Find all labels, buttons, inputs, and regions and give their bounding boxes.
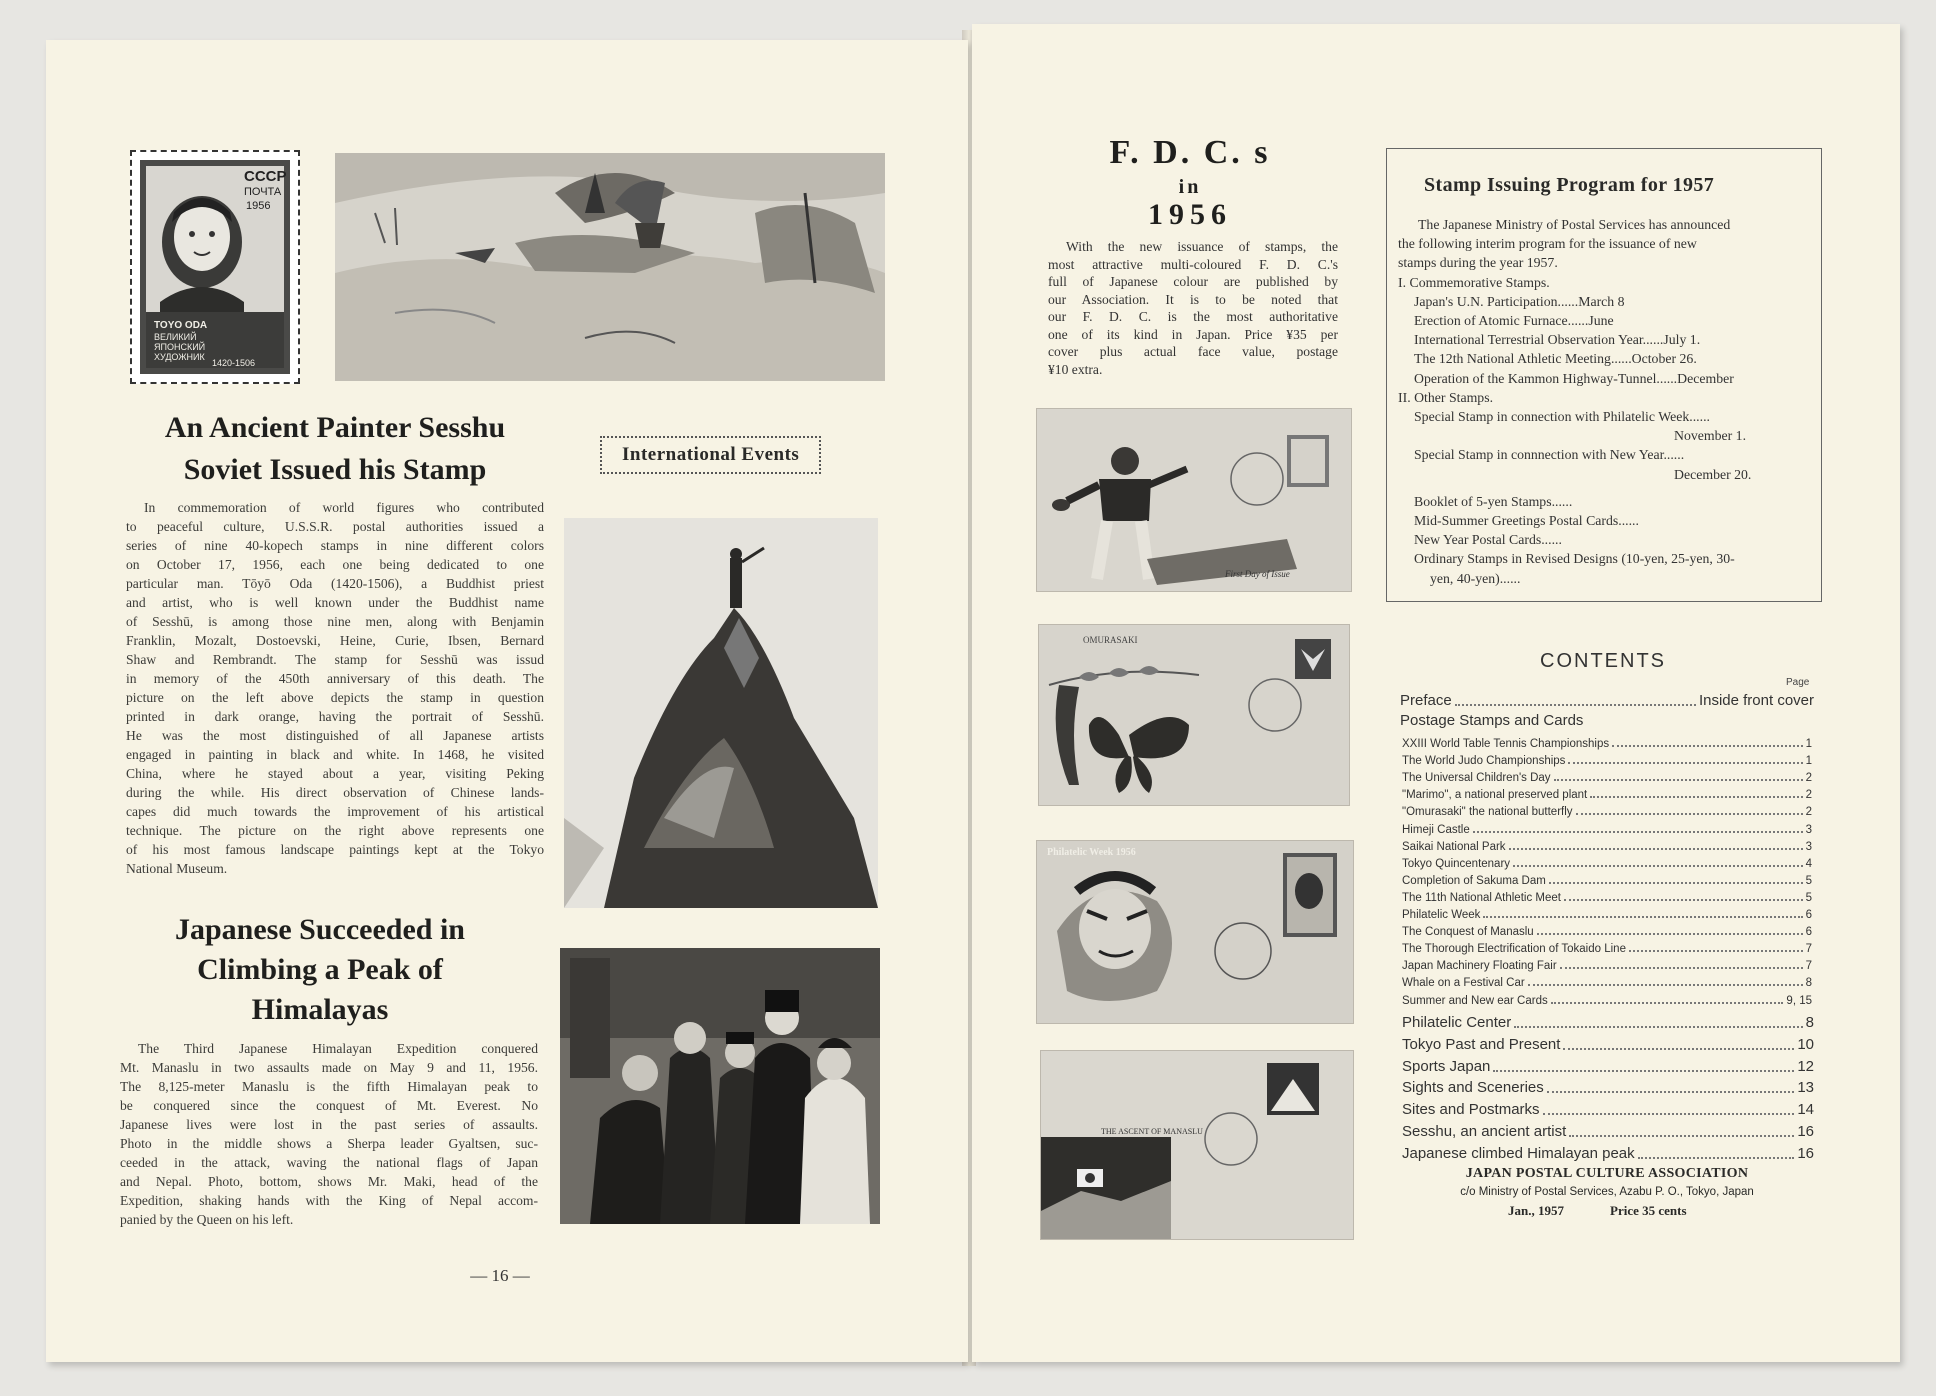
toc-entry-page: 5	[1805, 874, 1812, 887]
footer-address: c/o Ministry of Postal Services, Azabu P. O., Tokyo, Japan	[1460, 1186, 1754, 1198]
toc-entry-page: 7	[1805, 943, 1812, 956]
body-line: Franklin, Mozalt, Dostoevski, Heine, Curie, Ibsen, Bernard	[126, 633, 544, 648]
toc-entry-major	[1402, 1143, 1814, 1164]
fdc-cover-manaslu	[1040, 1050, 1354, 1240]
program-line: November 1.	[1674, 428, 1747, 444]
body-line: and artist, who is well known under the Buddhist name	[126, 595, 544, 610]
toc-entry-major	[1402, 1034, 1814, 1055]
article1-title-line1: An Ancient Painter Sesshu	[164, 411, 506, 444]
toc-entry-title: Completion of Sakuma Dam	[1402, 874, 1546, 887]
toc-entry-title: Sites and Postmarks	[1402, 1101, 1540, 1119]
toc-entry-page: 8	[1805, 977, 1812, 990]
body-line: China, where he stayed about a year, visiting Peking	[126, 766, 544, 781]
toc-entry-title: Saikai National Park	[1402, 840, 1506, 853]
toc-entry-major	[1402, 1099, 1814, 1120]
body-line: printed in dark orange, having the portrait of Sesshū.	[126, 709, 544, 724]
stamp-caption-3: ЯПОНСКИЙ	[154, 342, 206, 352]
toc-entry	[1402, 975, 1812, 991]
toc-entry-title: Summer and New ear Cards	[1402, 994, 1548, 1007]
toc-entry	[1402, 804, 1812, 820]
toc-entry	[1402, 787, 1812, 803]
body-line: Mt. Manaslu in two assaults made on May 9 and 11, 1956.	[120, 1060, 538, 1075]
toc-entry	[1402, 993, 1812, 1009]
toc-entry-major	[1402, 1012, 1814, 1033]
toc-entry-page: 8	[1805, 1014, 1814, 1031]
toc-entry	[1402, 958, 1812, 974]
toc-entry-major	[1402, 1077, 1814, 1098]
toc-entry	[1402, 890, 1812, 906]
fdc-title-line1: F. D. C. s	[1109, 134, 1271, 171]
program-line: The 12th National Athletic Meeting......October 26.	[1414, 351, 1697, 367]
toc-entry	[1402, 873, 1812, 889]
toc-entry-title: Japanese climbed Himalayan peak	[1402, 1144, 1635, 1162]
body-line: particular man. Tōyō Oda (1420-1506), a Buddhist priest	[126, 576, 544, 591]
program-line: Ordinary Stamps in Revised Designs (10-yen, 25-yen, 30-	[1414, 551, 1735, 567]
toc-entry-page: 9, 15	[1786, 994, 1812, 1007]
program-line: International Terrestrial Observation Year......July 1.	[1414, 332, 1701, 348]
program-line: December 20.	[1674, 466, 1752, 482]
program-line: Special Stamp in connnection with New Year......	[1414, 447, 1685, 463]
toc-entry-title: XXIII World Table Tennis Championships	[1402, 738, 1610, 750]
stamp-caption-5: 1420-1506	[212, 358, 256, 368]
program-line: Special Stamp in connection with Philatelic Week......	[1414, 409, 1710, 424]
toc-entry-title: Himeji Castle	[1402, 823, 1470, 836]
stamp-caption-2: ВЕЛИКИЙ	[154, 332, 197, 342]
program-line: Booklet of 5-yen Stamps......	[1414, 493, 1573, 509]
body-line: Shaw and Rembrandt. The stamp for Sesshū was issud	[126, 652, 544, 667]
program-line: Mid-Summer Greetings Postal Cards......	[1414, 513, 1639, 528]
body-line: He was the most distinguished of all Japanese artists	[126, 728, 544, 743]
toc-preface-page: Inside front cover	[1698, 692, 1814, 709]
body-line: Japanese lives were lost in the past series of assaults.	[120, 1117, 538, 1132]
program-title: Stamp Issuing Program for 1957	[1424, 174, 1715, 196]
program-line: I. Commemorative Stamps.	[1398, 274, 1550, 290]
toc-entry-page: 3	[1805, 823, 1812, 836]
body-line: capes did much towards the improvement of his artistical	[126, 804, 544, 819]
fdc-cover-caption-1: First Day of Issue	[1225, 569, 1290, 579]
toc-entry-title: Sights and Sceneries	[1402, 1079, 1544, 1097]
toc-entry	[1402, 856, 1812, 872]
toc-entry-page: 13	[1797, 1079, 1814, 1097]
fdc-cover-caption-4: THE ASCENT OF MANASLU	[1101, 1127, 1203, 1136]
fdc-cover-table-tennis	[1036, 408, 1352, 592]
body-line: our F. D. C. is the most authoritative	[1048, 309, 1338, 324]
toc-entry	[1402, 770, 1812, 786]
article1-title-line2: Soviet Issued his Stamp	[183, 453, 487, 486]
article2-title-line2: Climbing a Peak of	[197, 953, 443, 986]
body-line: Photo in the middle shows a Sherpa leader Gyaltsen, suc-	[120, 1136, 538, 1151]
fdc-cover-butterfly	[1038, 624, 1350, 806]
stamp-caption-4: ХУДОЖНИК	[154, 352, 205, 362]
body-line: of Sesshū, is among those nine men, along with Benjamin	[126, 614, 544, 629]
toc-entry-page: 16	[1797, 1144, 1814, 1162]
program-line: yen, 40-yen)......	[1430, 570, 1521, 586]
toc-entry	[1402, 924, 1812, 940]
ussr-sesshu-stamp	[130, 150, 300, 384]
body-line: National Museum.	[126, 861, 228, 876]
stamp-year: 1956	[246, 200, 271, 212]
fdc-cover-philatelic-week	[1036, 840, 1354, 1024]
body-line: technique. The picture on the right above represents one	[126, 823, 544, 838]
body-line: cover plus actual face value, postage	[1048, 344, 1338, 359]
toc-entry-page: 12	[1797, 1057, 1814, 1075]
body-line: of his most famous landscape paintings kept at the Tokyo	[126, 842, 544, 857]
program-line: the following interim program for the issuance of new	[1398, 236, 1697, 252]
toc-entry-major	[1402, 1121, 1814, 1142]
article2-title-line1: Japanese Succeeded in	[174, 913, 465, 946]
body-line: ceeded in the attack, waving the national flags of Japan	[120, 1155, 538, 1170]
body-line: on October 17, 1956, each one being dedicated to one	[126, 557, 544, 572]
toc-entry-page: 1	[1805, 738, 1812, 750]
body-line: and Nepal. Photo, bottom, shows Mr. Maki, head of the	[120, 1174, 538, 1189]
toc-entry-title: The Thorough Electrification of Tokaido Line	[1402, 943, 1626, 956]
body-line: in memory of the 450th anniversary of this death. The	[126, 671, 544, 686]
program-line: stamps during the year 1957.	[1398, 255, 1558, 271]
stamp-post: ПОЧТА	[244, 186, 282, 198]
footer-org: JAPAN POSTAL CULTURE ASSOCIATION	[1465, 1166, 1749, 1181]
toc-entry-title: The World Judo Championships	[1402, 755, 1566, 768]
body-line: picture on the left above depicts the stamp in question	[126, 690, 544, 705]
toc-entry-page: 4	[1805, 857, 1812, 870]
body-line: engaged in painting in black and white. In 1468, he visited	[126, 747, 544, 762]
body-line: The Third Japanese Himalayan Expedition conquered	[138, 1041, 538, 1056]
toc-entry-title: Japan Machinery Floating Fair	[1402, 960, 1557, 973]
program-line: New Year Postal Cards......	[1414, 532, 1562, 548]
toc-entry	[1402, 941, 1812, 957]
toc-entry-page: 16	[1797, 1123, 1814, 1140]
program-line: Japan's U.N. Participation......March 8	[1414, 293, 1625, 309]
toc-entry-page: 2	[1805, 806, 1812, 819]
toc-entry	[1402, 822, 1812, 838]
toc-entry-title: "Marimo", a national preserved plant	[1402, 789, 1588, 802]
body-line: be conquered since the conquest of Mt. Everest. No	[120, 1098, 538, 1113]
toc-entry	[1402, 753, 1812, 769]
fdc-body	[1048, 238, 1338, 378]
body-line: panied by the Queen on his left.	[120, 1212, 294, 1227]
toc-entry-title: Sesshu, an ancient artist	[1402, 1123, 1567, 1140]
body-line: Expedition, shaking hands with the King of Nepal accom-	[120, 1193, 538, 1208]
page-number: — 16 —	[470, 1266, 530, 1285]
toc-entry-major	[1402, 1056, 1814, 1077]
toc-entry-title: Philatelic Week	[1402, 909, 1481, 921]
body-line: series of nine 40-kopech stamps in nine different colors	[126, 538, 544, 553]
program-line: Erection of Atomic Furnace......June	[1414, 313, 1614, 328]
toc-entry-page: 14	[1797, 1101, 1814, 1119]
article2-body	[120, 1039, 538, 1229]
toc-entry-title: The Universal Children's Day	[1402, 772, 1551, 785]
toc-entry-title: Sports Japan	[1402, 1057, 1491, 1075]
body-line: In commemoration of world figures who contributed	[144, 500, 544, 515]
article1-body	[126, 498, 544, 878]
toc-entry-page: 6	[1805, 926, 1812, 939]
body-line: With the new issuance of stamps, the	[1066, 239, 1338, 254]
fdc-cover-caption-3: Philatelic Week 1956	[1047, 847, 1136, 858]
body-line: to peaceful culture, U.S.S.R. postal authorities issued a	[126, 519, 544, 534]
toc-entry	[1402, 839, 1812, 855]
sesshu-landscape-painting	[335, 153, 885, 381]
body-line: our Association. It is to be noted that	[1048, 291, 1338, 307]
section-label-international-events: International Events	[600, 436, 821, 474]
body-line: most attractive multi-coloured F. D. C.'s	[1048, 256, 1338, 272]
program-line: Operation of the Kammon Highway-Tunnel......December	[1414, 370, 1734, 386]
king-of-nepal-photo	[560, 948, 880, 1224]
toc-entry-page: 1	[1805, 755, 1812, 768]
body-line: during the while. His direct observation of Chinese lands-	[126, 785, 544, 800]
toc-entry-title: Tokyo Past and Present	[1402, 1035, 1561, 1053]
toc-entry-page: 3	[1805, 840, 1812, 853]
toc-entry-page: 7	[1805, 960, 1812, 973]
contents-page-header: Page	[1786, 677, 1810, 688]
contents-title: CONTENTS	[1540, 650, 1666, 672]
toc-entry-page: 5	[1805, 891, 1812, 904]
program-line: II. Other Stamps.	[1398, 389, 1494, 405]
toc-entry-title: Philatelic Center	[1402, 1014, 1512, 1031]
toc-entry-title: The Conquest of Manaslu	[1402, 926, 1534, 939]
fdc-cover-caption-2: OMURASAKI	[1083, 635, 1138, 645]
stamp-caption-1: TOYO ODA	[154, 320, 208, 331]
body-line: full of Japanese colour are published by	[1048, 274, 1338, 289]
toc-entry-title: The 11th National Athletic Meet	[1402, 891, 1561, 904]
toc-preface-title: Preface	[1400, 692, 1452, 709]
body-line: ¥10 extra.	[1048, 361, 1103, 377]
toc-preface	[1400, 690, 1814, 711]
fdc-title-line3: 1956	[1148, 198, 1232, 231]
toc-entry-page: 10	[1797, 1035, 1814, 1053]
program-line: The Japanese Ministry of Postal Services has announced	[1418, 217, 1731, 232]
toc-entry-page: 6	[1805, 909, 1812, 921]
footer-price: Price 35 cents	[1610, 1203, 1687, 1218]
toc-entry-title: "Omurasaki" the national butterfly	[1402, 806, 1573, 819]
toc-entry-title: Whale on a Festival Car	[1402, 977, 1525, 990]
toc-entry	[1402, 736, 1812, 752]
toc-entry-title: Tokyo Quincentenary	[1402, 857, 1511, 870]
toc-entry	[1402, 907, 1812, 923]
body-line: one of its kind in Japan. Price ¥35 per	[1048, 326, 1338, 342]
article2-title-line3: Himalayas	[251, 993, 389, 1026]
toc-entry-page: 2	[1805, 789, 1812, 802]
footer-date: Jan., 1957	[1508, 1203, 1564, 1218]
body-line: The 8,125-meter Manaslu is the fifth Himalayan peak to	[120, 1079, 538, 1094]
toc-postage-heading: Postage Stamps and Cards	[1400, 712, 1584, 729]
toc-entry-page: 2	[1805, 772, 1812, 785]
fdc-title-line2: in	[1178, 176, 1202, 198]
manaslu-summit-photo	[564, 518, 878, 908]
stamp-country: СССР	[244, 168, 287, 185]
